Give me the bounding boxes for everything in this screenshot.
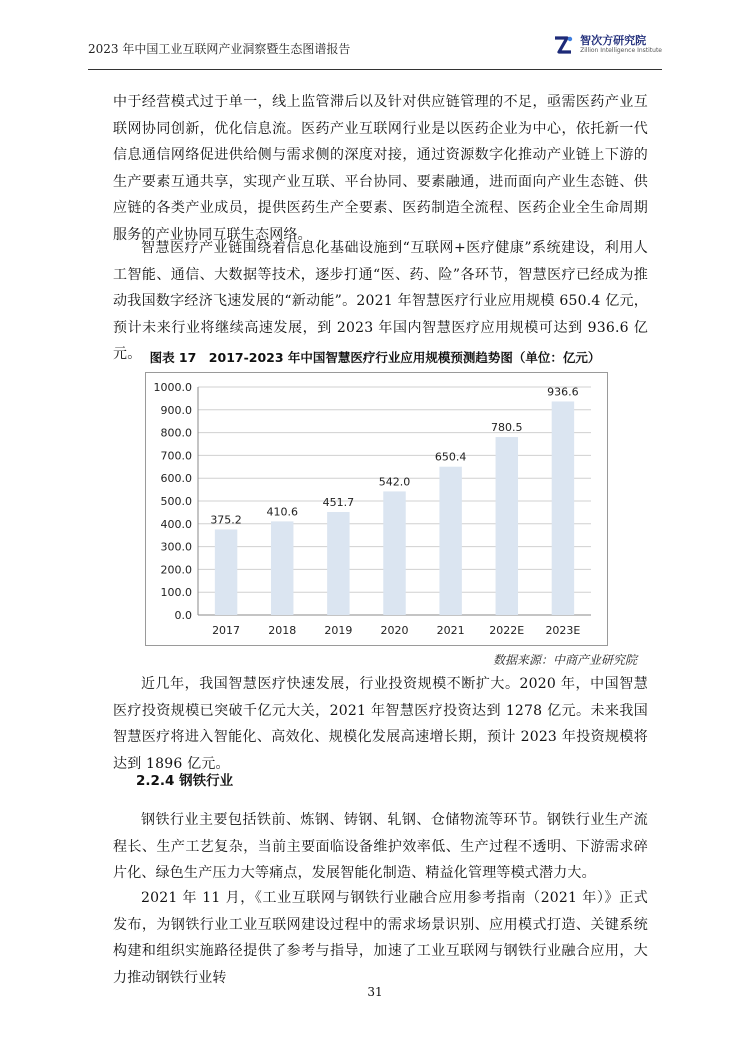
x-tick-label: 2020 bbox=[380, 624, 409, 637]
report-title: 2023 年中国工业互联网产业洞察暨生态图谱报告 bbox=[88, 42, 351, 56]
x-tick-label: 2023E bbox=[545, 624, 581, 637]
bar bbox=[439, 467, 461, 615]
page-number: 31 bbox=[367, 985, 383, 999]
logo-name: 智次方研究院 bbox=[580, 34, 647, 47]
bar-value-label: 780.5 bbox=[491, 421, 523, 435]
y-tick-label: 1000.0 bbox=[153, 381, 192, 394]
x-tick-label: 2017 bbox=[212, 624, 241, 637]
y-tick-label: 500.0 bbox=[160, 495, 192, 508]
paragraph-2: 智慧医疗产业链围绕着信息化基础设施到“互联网+医疗健康”系统建设，利用人工智能、通信、大数据等技术，逐步打通“医、药、险”各环节，智慧医疗已经成为推动我国数字经济飞速发展的“新动能”。2021 年智慧医疗行业应用规模 650.4 亿元，预计未来行业将继续高速发展，到 2023 年国内智慧医疗应用规模可达到 936.6 亿元。 bbox=[113, 240, 648, 363]
figure-caption: 图表 17 2017-2023 年中国智慧医疗行业应用规模预测趋势图（单位：亿元） bbox=[149, 350, 601, 365]
x-tick-label: 2021 bbox=[436, 624, 465, 637]
x-tick-label: 2022E bbox=[489, 624, 525, 637]
paragraph-5: 2021 年 11 月，《工业互联网与钢铁行业融合应用参考指南（2021 年）》正式发布，为钢铁行业工业互联网建设过程中的需求场景识别、应用模式打造、关键系统构建和组织实施路径提供了参考与指导，加速了工业互联网与钢铁行业融合应用，大力推动钢铁行业转 bbox=[113, 890, 648, 986]
data-source: 数据来源：中商产业研究院 bbox=[492, 653, 637, 667]
y-tick-label: 800.0 bbox=[160, 426, 192, 440]
logo-mark-icon bbox=[552, 34, 574, 56]
y-tick-label: 200.0 bbox=[160, 563, 192, 577]
institute-logo bbox=[552, 34, 662, 56]
bar-value-label: 650.4 bbox=[434, 450, 467, 464]
bar bbox=[383, 491, 405, 615]
y-tick-label: 100.0 bbox=[160, 586, 192, 600]
y-tick-label: 900.0 bbox=[160, 403, 192, 417]
x-tick-label: 2018 bbox=[268, 624, 297, 637]
y-tick-label: 0.0 bbox=[174, 609, 192, 622]
bar bbox=[215, 529, 237, 615]
paragraph-1: 中于经营模式过于单一，线上监管滞后以及针对供应链管理的不足，亟需医药产业互联网协同创新，优化信息流。医药产业互联网行业是以医药企业为中心，依托新一代信息通信网络促进供给侧与需求侧的深度对接，通过资源数字化推动产业链上下游的生产要素互通共享，实现产业互联、平台协同、要素融通，进而面向产业生态链、供应链的各类产业成员，提供医药生产全要素、医药制造全流程、医药企业全生命周期服务的产业协同互联生态网络。 bbox=[113, 94, 648, 243]
y-tick-label: 700.0 bbox=[160, 449, 192, 463]
bar bbox=[552, 401, 574, 615]
bar-chart-svg bbox=[146, 373, 607, 645]
page-header bbox=[88, 30, 662, 68]
bar bbox=[496, 437, 518, 615]
bar-value-label: 451.7 bbox=[322, 496, 355, 510]
bar-value-label: 542.0 bbox=[378, 475, 411, 489]
y-tick-label: 300.0 bbox=[160, 540, 192, 554]
paragraph-4: 钢铁行业主要包括铁前、炼钢、铸钢、轧钢、仓储物流等环节。钢铁行业生产流程长、生产工艺复杂，当前主要面临设备维护效率低、生产过程不透明、下游需求碎片化、绿色生产压力大等痛点，发展智能化制造、精益化管理等模式潜力大。 bbox=[113, 812, 648, 882]
x-tick-label: 2019 bbox=[324, 624, 353, 637]
section-heading: 2.2.4 钢铁行业 bbox=[136, 773, 234, 789]
bar-value-label: 375.2 bbox=[210, 513, 242, 527]
bar-value-label: 410.6 bbox=[266, 505, 298, 519]
y-tick-label: 400.0 bbox=[160, 517, 192, 531]
bar bbox=[327, 512, 349, 615]
y-tick-label: 600.0 bbox=[160, 472, 192, 486]
header-divider bbox=[88, 69, 662, 70]
paragraph-3: 近几年，我国智慧医疗快速发展，行业投资规模不断扩大。2020 年，中国智慧医疗投资规模已突破千亿元大关，2021 年智慧医疗投资达到 1278 亿元。未来我国智慧医疗将进入智能化、高效化、规模化发展高速增长期，预计 2023 年投资规模将达到 1896 亿元。 bbox=[113, 676, 648, 772]
logo-subtitle: Zillion Intelligence Institute bbox=[580, 47, 662, 54]
bar bbox=[271, 521, 293, 615]
bar-value-label: 936.6 bbox=[547, 385, 579, 399]
bar-chart bbox=[145, 372, 608, 646]
